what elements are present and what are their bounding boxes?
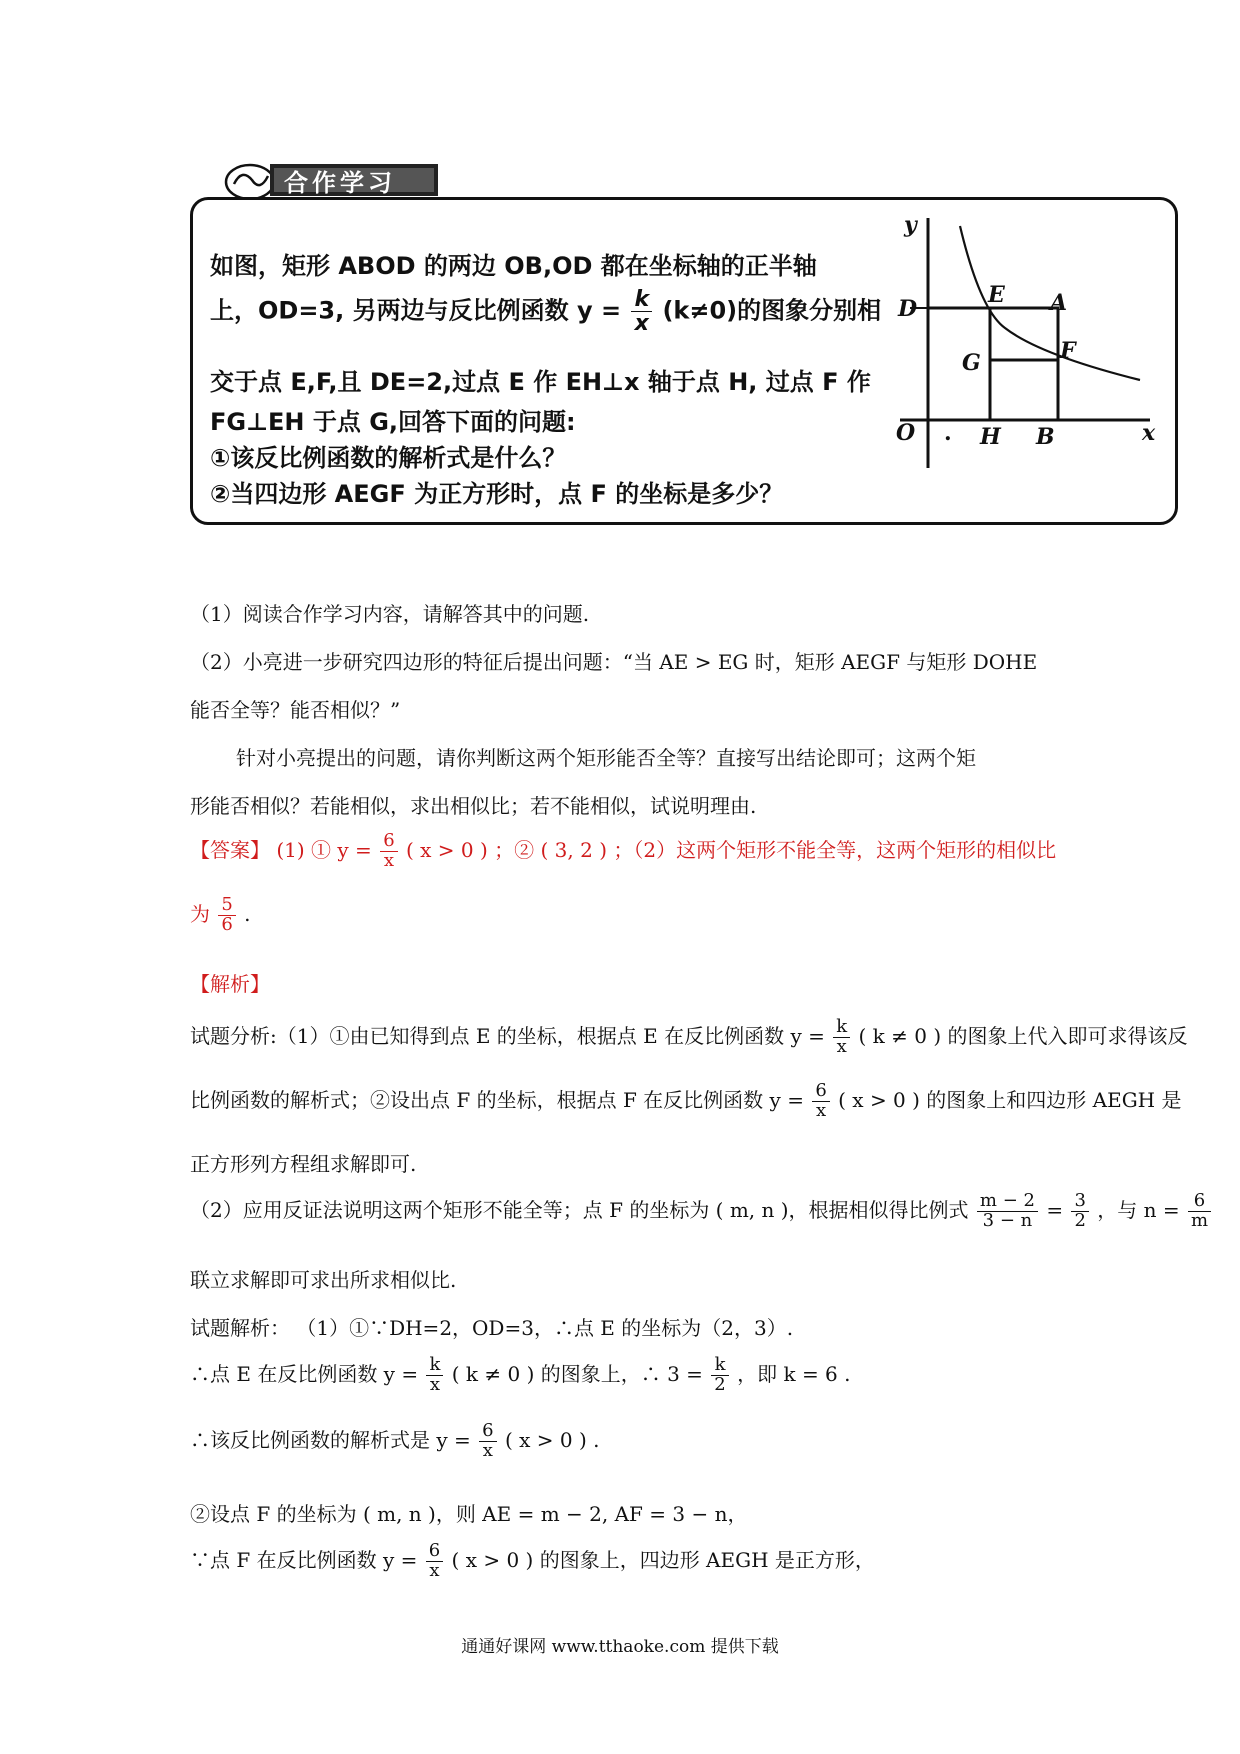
banner-title: 合作学习 [284,169,396,197]
problem-line-2-start: 上，OD=3, 另两边与反比例函数 y = [210,296,622,325]
problem-line-2-end: (k≠0)的图象分别相 [662,296,882,325]
problem-line-2 [210,288,881,335]
fraction-denominator: x [634,311,649,337]
analysis-line-4-mid: ，与 n = [1097,1197,1180,1222]
label-a: A [1050,290,1068,316]
fraction-denominator: 2 [1074,1209,1086,1231]
question-1: （1）阅读合作学习内容，请解答其中的问题. [190,602,590,626]
fraction-numerator: 6 [479,1422,496,1442]
solution-line-5-start: ∵点 F 在反比例函数 y = [190,1547,418,1572]
problem-line-1: 如图，矩形 ABOD 的两边 OB,OD 都在坐标轴的正半轴 [210,252,817,280]
solution-line-2-mid: ( k ≠ 0 ) 的图象上，∴ 3 = [451,1361,703,1386]
analysis-line-2-end: ( x > 0 ) 的图象上和四边形 AEGH 是 [838,1087,1182,1112]
solution-fraction-k-2 [711,1356,728,1395]
analysis-line-2-start: 比例函数的解析式；②设出点 F 的坐标，根据点 F 在反比例函数 y = [190,1087,804,1112]
analysis-line-5: 联立求解即可求出所求相似比. [190,1268,457,1292]
rectangle-abod [928,308,1058,420]
solution-fraction-6-x-2 [426,1542,443,1581]
fraction-denominator: 3 − n [982,1209,1033,1231]
answer-ratio-fraction [218,896,235,935]
solution-fraction-k-x [426,1356,443,1395]
analysis-fraction-6-x [812,1082,829,1121]
fraction-numerator: m − 2 [977,1192,1038,1212]
label-dot: . [944,420,952,446]
label-x: x [1142,420,1156,446]
fraction-numerator: 3 [1071,1192,1088,1212]
fraction-denominator: x [836,1035,847,1057]
label-y: y [904,212,917,238]
answer-fraction [380,832,397,871]
problem-line-3: 交于点 E,F,且 DE=2,过点 E 作 EH⊥x 轴于点 H, 过点 F 作 [210,368,871,396]
fraction-numerator: k [833,1018,850,1038]
analysis-line-4-start: （2）应用反证法说明这两个矩形不能全等；点 F 的坐标为 ( m, n )，根据相似得比例式 [190,1197,969,1222]
fraction-numerator: 6 [812,1082,829,1102]
solution-line-1: 试题解析： （1）①∵DH=2，OD=3，∴点 E 的坐标为（2，3）. [190,1316,794,1340]
hyperbola-figure [880,210,1170,480]
fraction-numerator: k [711,1356,728,1376]
solution-line-2 [190,1356,851,1395]
analysis-fraction-k-x [833,1018,850,1057]
solution-fraction-6-x [479,1422,496,1461]
question-3-line-2: 形能否相似？若能相似，求出相似比；若不能相似，试说明理由. [190,794,757,818]
fraction-denominator: x [383,849,394,871]
question-3-line-1: 针对小亮提出的问题，请你判断这两个矩形能否全等？直接写出结论即可；这两个矩 [236,746,976,770]
problem-line-4: FG⊥EH 于点 G,回答下面的问题: [210,408,576,436]
fraction-denominator: x [482,1439,493,1461]
answer-part-2: ( x > 0 ) ；② ( 3, 2 ) ；（2）这两个矩形不能全等，这两个矩形的相似比 [406,837,1057,862]
proportion-left-fraction [977,1192,1038,1231]
fraction-denominator: x [815,1099,827,1121]
label-b: B [1036,424,1055,450]
analysis-line-1-end: ( k ≠ 0 ) 的图象上代入即可求得该反 [858,1023,1188,1048]
analysis-tag: 【解析】 [190,972,270,996]
banner [222,158,440,200]
solution-line-3 [190,1422,599,1461]
fraction-denominator: x [429,1373,440,1395]
page-footer: 通通好课网 www.tthaoke.com 提供下载 [461,1637,779,1657]
solution-line-5 [190,1542,875,1581]
label-g: G [962,350,981,376]
fraction-numerator: 6 [1188,1192,1211,1212]
answer-line-2 [190,896,251,935]
answer-prefix: 为 [190,901,210,926]
fraction-numerator: k [426,1356,443,1376]
problem-line-5: ①该反比例函数的解析式是什么？ [210,444,567,472]
fraction-denominator: 2 [714,1373,726,1395]
solution-line-3-start: ∴该反比例函数的解析式是 y = [190,1427,471,1452]
fraction-numerator: k [631,288,652,312]
label-o: O [896,420,916,446]
solution-line-2-start: ∴点 E 在反比例函数 y = [190,1361,419,1386]
fraction-numerator: 5 [218,896,235,916]
solution-line-5-end: ( x > 0 ) 的图象上，四边形 AEGH 是正方形， [451,1547,875,1572]
analysis-line-2 [190,1082,1181,1121]
answer-line-1 [190,832,1056,871]
answer-tag: 【答案】 [190,837,270,862]
label-f: F [1060,338,1076,364]
n-equals-fraction [1188,1192,1211,1231]
fraction-denominator: x [429,1559,440,1581]
analysis-line-1-start: 试题分析:（1）①由已知得到点 E 的坐标，根据点 E 在反比例函数 y = [190,1023,825,1048]
question-2-line-2: 能否全等？能否相似？” [190,698,401,722]
analysis-line-4 [190,1192,1213,1231]
answer-part-1: (1) ① y = [276,837,372,862]
analysis-line-3: 正方形列方程组求解即可. [190,1152,417,1176]
solution-line-2-end: ，即 k = 6 . [737,1361,851,1386]
fraction-numerator: 6 [426,1542,443,1562]
problem-line-6: ②当四边形 AEGF 为正方形时，点 F 的坐标是多少？ [210,480,784,508]
equals-sign: = [1046,1197,1064,1222]
fraction-denominator: 6 [221,913,233,935]
problem-fraction-k-x [631,288,652,335]
analysis-line-1 [190,1018,1188,1057]
solution-line-4: ②设点 F 的坐标为 ( m, n )，则 AE = m − 2, AF = 3 − n， [190,1502,748,1526]
solution-line-3-end: ( x > 0 ) . [504,1427,600,1452]
answer-end: . [244,901,251,926]
label-e: E [988,282,1005,308]
fraction-denominator: m [1190,1209,1209,1231]
label-d: D [898,296,918,322]
fraction-numerator: 6 [380,832,397,852]
label-h: H [980,424,1001,450]
question-2-line-1: （2）小亮进一步研究四边形的特征后提出问题：“当 AE > EG 时，矩形 AEGF 与矩形 DOHE [190,650,1038,674]
proportion-right-fraction [1071,1192,1088,1231]
